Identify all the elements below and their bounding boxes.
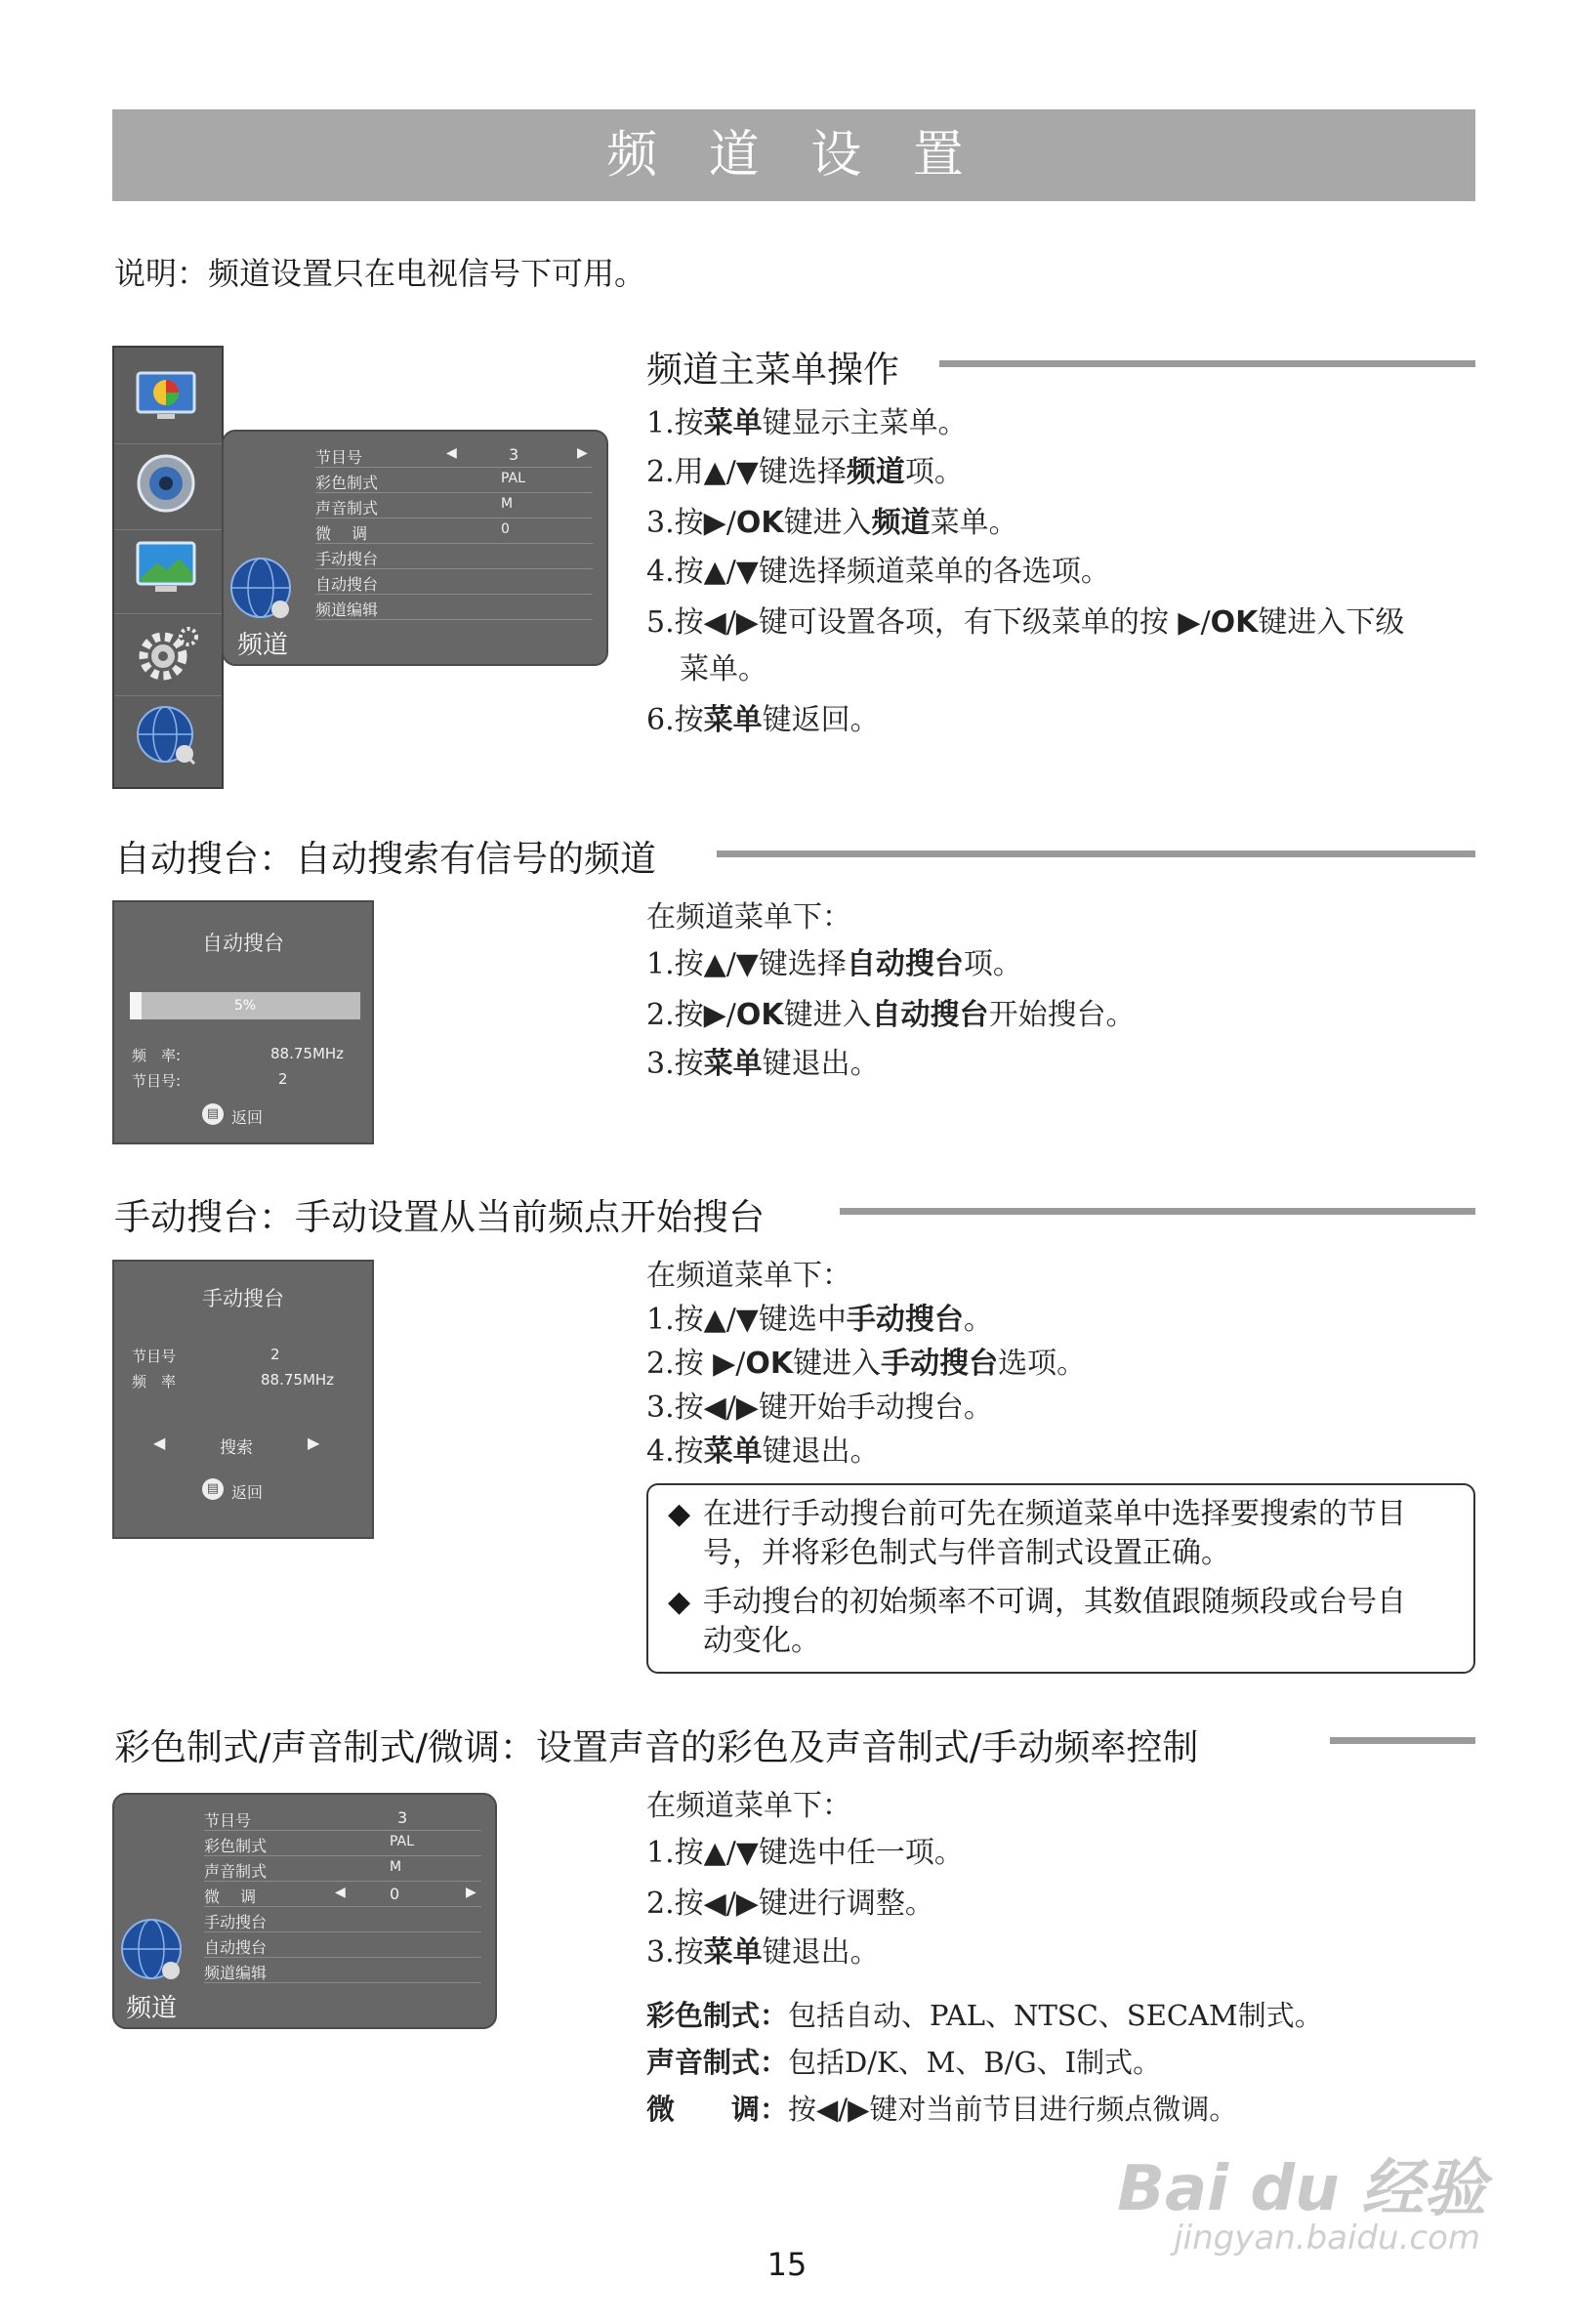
channel-menu-label: 频道: [237, 631, 289, 660]
search-button[interactable]: 搜索: [220, 1438, 253, 1458]
def-fine-tune: 微 调：按◀/▶键对当前节目进行频点微调。: [646, 2093, 1238, 2126]
section3-intro: 在频道菜单下：: [646, 1259, 851, 1293]
menu-row-manual-search[interactable]: 手动搜台: [204, 1906, 481, 1932]
menu-row-program[interactable]: 节目号 ◀ 3 ▶: [315, 441, 593, 468]
program-label: 节目号:: [132, 1072, 182, 1090]
menu-row-color-system[interactable]: 彩色制式 PAL: [315, 467, 593, 493]
baidu-watermark-url: jingyan.baidu.com: [1174, 2219, 1480, 2258]
page-number: 15: [766, 2246, 808, 2283]
channel-menu-panel-finetune: [112, 1793, 497, 2029]
step-1: 1.按菜单键显示主菜单。: [646, 406, 968, 440]
intro-note: 说明：频道设置只在电视信号下可用。: [114, 255, 646, 292]
channel-globe-icon: [120, 1918, 186, 1984]
program-value: 2: [278, 1070, 288, 1088]
diamond-bullet-icon: ◆: [668, 1585, 691, 1619]
menu-row-sound-system[interactable]: 声音制式 M: [315, 492, 593, 519]
freq-value: 88.75MHz: [261, 1371, 335, 1389]
step-5-cont: 菜单。: [680, 652, 767, 686]
step-2: 2.按 ▶/OK键进入手动搜台选项。: [646, 1347, 1087, 1381]
channel-menu-panel: [222, 430, 608, 666]
section1-rule: [939, 360, 1475, 367]
note-2: ◆ 手动搜台的初始频率不可调，其数值跟随频段或台号自 动变化。: [668, 1585, 1406, 1658]
step-1: 1.按▲/▼键选择自动搜台项。: [646, 947, 1022, 981]
step-2: 2.按◀/▶键进行调整。: [646, 1887, 934, 1921]
step-1: 1.按▲/▼键选中任一项。: [646, 1836, 964, 1870]
auto-search-title: 自动搜台: [202, 932, 284, 955]
section4-heading: 彩色制式/声音制式/微调：设置声音的彩色及声音制式/手动频率控制: [114, 1726, 1199, 1768]
icon-divider: [114, 443, 222, 444]
left-arrow-icon[interactable]: ◀: [335, 1885, 346, 1900]
note-1: ◆ 在进行手动搜台前可先在频道菜单中选择要搜索的节目 号，并将彩色制式与伴音制式设置正确。: [668, 1497, 1406, 1570]
menu-row-auto-search[interactable]: 自动搜台: [204, 1931, 481, 1958]
right-arrow-icon[interactable]: ▶: [577, 445, 588, 461]
diamond-bullet-icon: ◆: [668, 1497, 691, 1531]
manual-search-notes: [646, 1483, 1475, 1674]
icon-divider: [114, 613, 222, 614]
main-menu-icon-column: [112, 346, 224, 789]
menu-row-color-system[interactable]: 彩色制式 PAL: [204, 1830, 481, 1856]
picture-icon[interactable]: [136, 369, 196, 422]
section2-steps: [646, 894, 1476, 1088]
section4-definitions: [646, 1992, 1476, 2133]
auto-search-osd: [112, 900, 374, 1144]
section2-heading: 自动搜台：自动搜索有信号的频道: [114, 838, 656, 880]
baidu-watermark-logo: Bai du 经验: [1117, 2153, 1486, 2225]
page-title-bar: [112, 109, 1475, 201]
section4-rule: [1330, 1737, 1475, 1744]
step-3: 3.按菜单键退出。: [646, 1047, 880, 1081]
def-sound-system: 声音制式：包括D/K、M、B/G、I制式。: [646, 2046, 1162, 2079]
freq-label: 频 率: [132, 1373, 177, 1390]
page-title: 频 道 设 置: [606, 126, 981, 185]
menu-key-icon: ▤: [202, 1478, 224, 1500]
menu-row-sound-system[interactable]: 声音制式 M: [204, 1855, 481, 1882]
section2-rule: [717, 851, 1475, 857]
step-3: 3.按◀/▶键开始手动搜台。: [646, 1390, 993, 1425]
section3-rule: [840, 1208, 1475, 1215]
menu-row-program[interactable]: 节目号 3: [204, 1805, 481, 1831]
search-progress-label: 5%: [233, 998, 257, 1014]
step-3: 3.按菜单键退出。: [646, 1935, 880, 1970]
def-color-system: 彩色制式：包括自动、PAL、NTSC、SECAM制式。: [646, 1999, 1323, 2032]
step-4: 4.按▲/▼键选择频道菜单的各选项。: [646, 555, 1110, 589]
menu-row-channel-edit[interactable]: 频道编辑: [315, 594, 593, 620]
step-3: 3.按▶/OK键进入频道菜单。: [646, 506, 1018, 540]
icon-divider: [114, 695, 222, 696]
channel-globe-icon: [229, 557, 296, 623]
step-2: 2.用▲/▼键选择频道项。: [646, 455, 964, 489]
menu-row-fine-tune[interactable]: 微 调 0: [315, 518, 593, 544]
section4-steps: [646, 1783, 1476, 1976]
back-button[interactable]: ▤ 返回: [202, 1103, 300, 1127]
section2-intro: 在频道菜单下：: [646, 900, 851, 934]
section1-steps: [646, 400, 1476, 744]
channel-globe-icon[interactable]: [134, 703, 200, 768]
back-button[interactable]: ▤ 返回: [202, 1478, 300, 1502]
menu-row-fine-tune[interactable]: 微 调 ◀ 0 ▶: [204, 1881, 481, 1907]
manual-search-title: 手动搜台: [202, 1287, 284, 1310]
right-arrow-icon[interactable]: ▶: [466, 1885, 476, 1900]
screen-icon[interactable]: [136, 539, 196, 598]
right-arrow-icon[interactable]: ▶: [308, 1433, 320, 1452]
section3-heading: 手动搜台：手动设置从当前频点开始搜台: [114, 1196, 765, 1238]
sound-icon[interactable]: [136, 453, 196, 514]
freq-value: 88.75MHz: [270, 1045, 345, 1062]
menu-row-auto-search[interactable]: 自动搜台: [315, 568, 593, 595]
section3-steps: [646, 1254, 1476, 1473]
step-2: 2.按▶/OK键进入自动搜台开始搜台。: [646, 998, 1136, 1032]
menu-key-icon: ▤: [202, 1103, 224, 1125]
icon-divider: [114, 529, 222, 530]
step-5: 5.按◀/▶键可设置各项，有下级菜单的按 ▶/OK键进入下级: [646, 605, 1405, 640]
program-label: 节目号: [132, 1348, 177, 1365]
left-arrow-icon[interactable]: ◀: [446, 445, 457, 461]
channel-menu-label: 频道: [126, 1994, 178, 2023]
settings-gear-icon[interactable]: [136, 625, 200, 682]
manual-search-osd: [112, 1260, 374, 1539]
program-value: 2: [270, 1346, 280, 1363]
section4-intro: 在频道菜单下：: [646, 1789, 851, 1823]
search-progress-bar: [130, 992, 360, 1019]
menu-row-manual-search[interactable]: 手动搜台: [315, 543, 593, 569]
step-4: 4.按菜单键退出。: [646, 1434, 880, 1469]
left-arrow-icon[interactable]: ◀: [153, 1433, 166, 1452]
section1-heading: 频道主菜单操作: [646, 349, 899, 391]
menu-row-channel-edit[interactable]: 频道编辑: [204, 1957, 481, 1983]
step-6: 6.按菜单键返回。: [646, 703, 880, 737]
freq-label: 频 率:: [132, 1047, 182, 1064]
step-1: 1.按▲/▼键选中手动搜台。: [646, 1303, 993, 1337]
